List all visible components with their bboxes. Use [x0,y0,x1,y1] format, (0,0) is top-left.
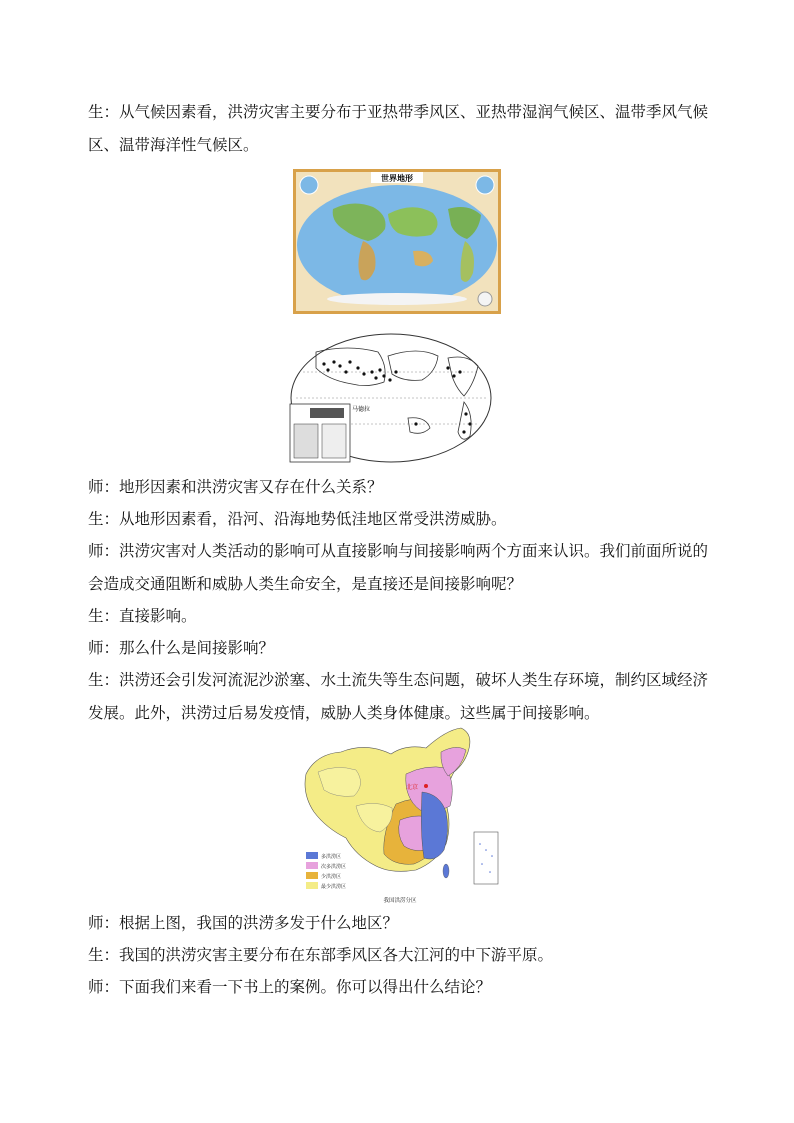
china-map-caption: 我国洪涝分区 [383,898,417,904]
legend-label-less: 少洪涝区 [321,874,342,880]
dialogue-teacher-terrain: 师：地形因素和洪涝灾害又存在什么关系？ [88,478,383,496]
dialogue-teacher-region: 师：根据上图，我国的洪涝多发于什么地区？ [88,914,399,932]
legend-swatch-most [306,852,318,859]
dialogue-teacher-impact: 师：洪涝灾害对人类活动的影响可从直接影响与间接影响两个方面来认识。我们前面所说的会造成交通阻断和威胁人类生命安全，是直接还是间接影响呢？ [88,542,709,593]
dialogue-teacher-case: 师：下面我们来看一下书上的案例。你可以得出什么结论？ [88,978,492,996]
world-map-title: 世界地形 [381,174,413,183]
legend-label-second: 次多洪涝区 [321,864,347,870]
dialogue-student-climate: 生：从气候因素看，洪涝灾害主要分布于亚热带季风区、亚热带湿润气候区、温带季风气候区、温带海洋性气候区。 [88,103,709,154]
sketch-inset-label: 马德拉 [352,406,371,413]
legend-label-least: 最少洪涝区 [321,884,347,890]
china-flood-zone-map [296,724,504,906]
legend-swatch-second [306,862,318,869]
dialogue-student-region: 生：我国的洪涝灾害主要分布在东部季风区各大江河的中下游平原。 [88,946,554,964]
world-physical-map [293,169,501,314]
legend-swatch-less [306,872,318,879]
dialogue-student-terrain: 生：从地形因素看，沿河、沿海地势低洼地区常受洪涝威胁。 [88,510,507,528]
dialogue-student-indirect: 生：洪涝还会引发河流泥沙淤塞、水土流失等生态问题，破坏人类生存环境，制约区域经济发展。此外，洪涝过后易发疫情，威胁人类身体健康。这些属于间接影响。 [88,671,709,722]
legend-label-most: 多洪涝区 [321,854,342,860]
world-flood-sketch-map [288,332,494,464]
dialogue-student-direct: 生：直接影响。 [88,607,197,625]
dialogue-teacher-indirect: 师：那么什么是间接影响？ [88,639,275,657]
beijing-label: 北京 [406,784,419,791]
legend-swatch-least [306,882,318,889]
